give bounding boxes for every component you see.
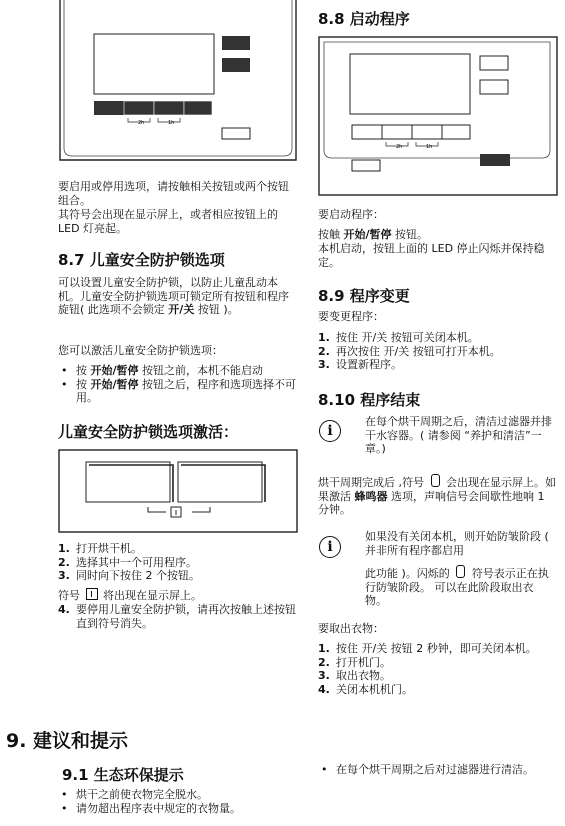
sec87-bullet-list xyxy=(58,364,298,405)
section-8-9-title: 8.9 程序变更 xyxy=(318,287,410,305)
anti-crease-symbol-icon xyxy=(456,565,465,578)
activate-title: 儿童安全防护锁选项激活： xyxy=(58,423,239,441)
info-note-2b: 此功能 )。闪烁的 符号表示正在执行防皱阶段。 可以在此阶段取出衣物。 xyxy=(365,567,549,607)
list-item: 2. 再次按住 开/关 按钮可打开本机。 xyxy=(318,344,501,358)
list-item: 3. 设置新程序。 xyxy=(318,358,402,371)
eco-tips-left xyxy=(58,788,298,815)
section-8-7-title: 8.7 儿童安全防护锁选项 xyxy=(58,251,225,269)
activate-steps xyxy=(58,542,298,583)
fig1-caption-2: 其符号会出现在显示屏上，或者相应按钮上的 LED 灯亮起。 xyxy=(58,208,278,235)
fig3-label-a: 2h xyxy=(396,144,403,150)
fig1-caption: 要启用或停用选项，请按触相关按钮或两个按钮组合。 xyxy=(58,180,289,207)
list-item: 2. 选择其中一个可用程序。 xyxy=(58,555,197,569)
remove-steps xyxy=(318,642,558,696)
start-paragraph: 按触 开始/暂停 按钮。 xyxy=(318,228,429,241)
remove-label: 要取出衣物： xyxy=(318,622,384,635)
end-symbol-icon xyxy=(431,474,440,487)
list-item: 1. 打开烘干机。 xyxy=(58,542,142,555)
info-icon: i xyxy=(319,536,341,558)
section-9-1-title: 9.1 生态环保提示 xyxy=(62,766,184,784)
info-note-2a: 如果没有关闭本机，则开始防皱阶段 ( 并非所有程序都启用 xyxy=(365,530,549,557)
change-label: 要变更程序： xyxy=(318,310,384,323)
list-item: 3. 取出衣物。 xyxy=(318,669,391,682)
chapter-9-title: 9. 建议和提示 xyxy=(6,730,129,752)
fig1-label-b: 1h xyxy=(168,120,175,126)
section-8-8-title: 8.8 启动程序 xyxy=(318,10,410,28)
sec87-paragraph-2: 您可以激活儿童安全防护锁选项： xyxy=(58,344,223,357)
fig1-label-a: 2h xyxy=(138,120,145,126)
list-item: 1. 按住 开/关 按钮 2 秒钟，即可关闭本机。 xyxy=(318,642,537,655)
eco-tips-right xyxy=(318,763,558,777)
symbol-line: 符号 将出现在显示屏上。 xyxy=(58,589,202,602)
child-lock-buttons-figure xyxy=(58,449,298,533)
fig3-label-b: 1h xyxy=(426,144,433,150)
list-item: • 按 开始/暂停 按钮之前，本机不能启动 xyxy=(61,364,264,377)
section-8-10-title: 8.10 程序结束 xyxy=(318,391,421,409)
start-label: 要启动程序： xyxy=(318,208,384,221)
start-paragraph-2: 本机启动，按钮上面的 LED 停止闪烁并保持稳定。 xyxy=(318,242,545,269)
info-note-1: 在每个烘干周期之后，清洁过滤器并排干水容器。( 请参阅 “养护和清洁”一章。) xyxy=(365,415,552,455)
control-panel-figure-options xyxy=(58,0,298,166)
sec87-paragraph: 可以设置儿童安全防护锁，以防止儿童乱动本机。儿童安全防护锁选项可锁定所有按钮和程序旋钮( 此选项不会锁定 开/关 按钮 )。 xyxy=(58,276,289,316)
list-item: 1. 按住 开/关 按钮可关闭本机。 xyxy=(318,331,479,344)
list-item: 4. 关闭本机机门。 xyxy=(318,682,413,696)
list-item: 2. 打开机门。 xyxy=(318,655,391,669)
step-4: 4. 要停用儿童安全防护锁，请再次按触上述按钮直到符号消失。 xyxy=(58,603,296,630)
list-item: 3. 同时向下按住 2 个按钮。 xyxy=(58,569,200,582)
change-steps xyxy=(318,331,558,372)
list-item: • 在每个烘干周期之后对过滤器进行清洁。 xyxy=(321,763,534,776)
control-panel-figure-start xyxy=(318,36,558,196)
end-paragraph: 烘干周期完成后 ,符号 会出现在显示屏上。如果激活 蜂鸣器 选项，声响信号会间歇性地响 1 分钟。 xyxy=(318,476,556,516)
lock-symbol-icon xyxy=(86,588,98,600)
list-item: • 请勿超出程序表中规定的衣物量。 xyxy=(61,801,241,815)
list-item: • 按 开始/暂停 按钮之后，程序和选项选择不可用。 xyxy=(61,377,297,404)
info-icon: i xyxy=(319,420,341,442)
list-item: • 烘干之前使衣物完全脱水。 xyxy=(61,788,208,801)
